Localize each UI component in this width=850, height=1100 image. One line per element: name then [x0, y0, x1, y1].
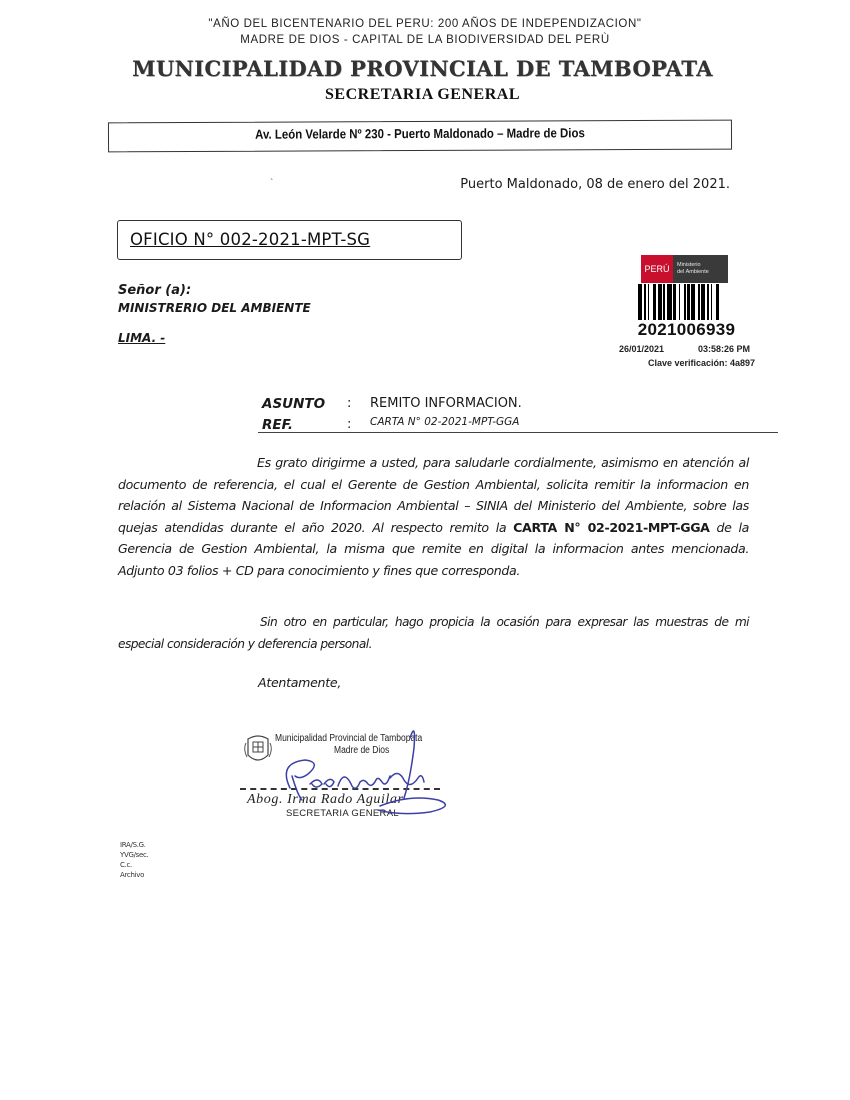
recipient-salutation: Señor (a): [118, 283, 192, 298]
date-line: Puerto Maldonado, 08 de enero del 2021. [460, 177, 730, 192]
body-p1-reference: CARTA N° 02-2021-MPT-GGA [513, 519, 710, 535]
address-text: Av. León Velarde Nº 230 - Puerto Maldonado – Madre de Dios [255, 125, 585, 142]
closing: Atentamente, [258, 675, 342, 690]
body-p1-part1: Es grato dirigirme a usted, para saludarle cordialmente, asimismo en atención al documento de referencia, el cual el Gerente de Gestion Ambiental, solicita remitir la informacion en relación al Sistema Nacional de Informacion Ambiental – SINIA del Ministerio del Ambiente, sobre las quejas atendidas durante el año 2020. Al respecto remito la [118, 455, 749, 535]
motto-line-1: "AÑO DEL BICENTENARIO DEL PERU: 200 AÑOS DE INDEPENDIZACION" [208, 18, 642, 30]
barcode-bar [679, 284, 680, 320]
barcode-bar [698, 284, 699, 320]
barcode [638, 284, 743, 320]
signer-role: SECRETARIA GENERAL [286, 808, 399, 819]
recipient-name: MINISTRERIO DEL AMBIENTE [118, 301, 311, 315]
barcode-bar [644, 284, 647, 320]
ministry-logo [641, 255, 728, 283]
barcode-bar [658, 284, 662, 320]
stamp-time: 03:58:26 PM [698, 344, 751, 354]
body-paragraph-2: Sin otro en particular, hago propicia la ocasión para expresar las muestras de mi especial consideración y deferencia personal. [118, 615, 749, 651]
document-id-box [117, 220, 462, 260]
initials-line-3: C.c. [120, 861, 132, 869]
barcode-bar [648, 284, 649, 320]
initials-line-4: Archivo [120, 871, 145, 879]
body-paragraph-1 [118, 452, 749, 582]
motto-line-2: MADRE DE DIOS - CAPITAL DE LA BIODIVERSIDAD DEL PERÙ [240, 34, 610, 46]
signer-name: Abog. Irma Rado Aguilar [247, 792, 404, 807]
barcode-bar [691, 284, 695, 320]
ref-label: REF. [262, 417, 293, 433]
logo-ministry-line1: Ministerio [677, 262, 701, 268]
barcode-bar [707, 284, 710, 320]
barcode-bar [638, 284, 642, 320]
ref-colon: : [347, 417, 352, 432]
verification-code: Clave verificación: 4a897 [648, 358, 756, 368]
department-name: SECRETARIA GENERAL [325, 86, 520, 103]
barcode-bar [667, 284, 671, 320]
asunto-value: REMITO INFORMACION. [370, 396, 522, 411]
seal-line-1: Municipalidad Provincial de Tambopata [275, 733, 423, 744]
address-box [108, 120, 732, 153]
body-p1-part2: de la Gerencia de Gestion Ambiental, la misma que remite en digital la informacion antes mencionada. Adjunto 03 folios + CD para conocimiento y fines que corresponda. [118, 519, 749, 578]
barcode-bar [701, 284, 705, 320]
document-id: OFICIO N° 002-2021-MPT-SG [130, 230, 371, 249]
barcode-bar [684, 284, 685, 320]
handwritten-signature [260, 718, 460, 818]
scan-mark: ` [270, 178, 274, 189]
subject-divider [258, 432, 778, 433]
asunto-label: ASUNTO [262, 396, 326, 412]
seal-line-2: Madre de Dios [334, 745, 390, 756]
barcode-bar [673, 284, 676, 320]
initials-line-2: YVG/sec. [120, 851, 149, 859]
barcode-bar [711, 284, 712, 320]
barcode-bar [663, 284, 664, 320]
logo-ministry [673, 255, 728, 283]
ref-value: CARTA N° 02-2021-MPT-GGA [370, 416, 520, 428]
recipient-city: LIMA. - [118, 331, 166, 345]
barcode-bar [687, 284, 690, 320]
stamp-date: 26/01/2021 [619, 344, 665, 354]
logo-ministry-line2: del Ambiente [677, 269, 709, 275]
barcode-number: 2021006939 [637, 320, 736, 339]
barcode-bar [716, 284, 719, 320]
initials-line-1: IRA/S.G. [120, 841, 146, 849]
barcode-bar [653, 284, 656, 320]
asunto-colon: : [347, 396, 352, 411]
institution-name: MUNICIPALIDAD PROVINCIAL DE TAMBOPATA [132, 56, 713, 81]
logo-country: PERÚ [641, 255, 673, 283]
